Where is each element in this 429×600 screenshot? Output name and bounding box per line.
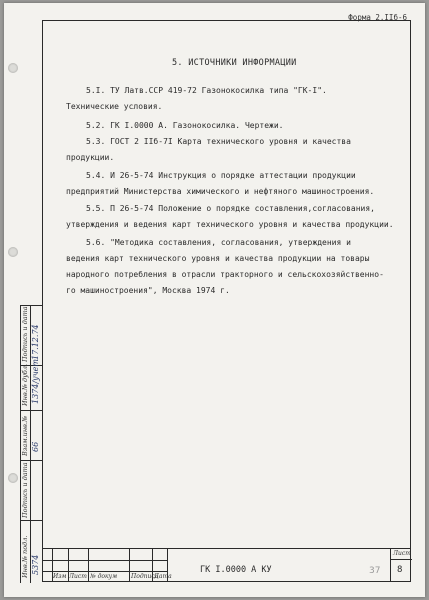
punch-hole [8,473,18,483]
text-line: Технические условия. [66,102,163,111]
title-block-row [42,560,167,561]
stamp-label: Взам.инв.№ [21,415,29,456]
text-line: 5.3. ГОСТ 2 IIб-7I Карта технического уровня и качества [86,137,351,146]
document-code: ГК I.0000 А КУ [200,565,272,575]
text-line: 5.6. "Методика составления, согласования, утверждения и [86,238,351,247]
column-label-date: Дата [154,573,172,580]
section-heading: 5. ИСТОЧНИКИ ИНФОРМАЦИИ [172,58,297,68]
title-block-col [88,549,89,582]
text-line: предприятий Министерства химического и нефтяного машиностроения. [66,187,375,196]
punch-hole [8,247,18,257]
title-block-col [129,549,130,582]
text-line: продукции. [66,153,115,162]
form-label: Форма 2.IIб-6 [348,13,407,22]
handwritten-number: 66 [31,441,40,452]
column-label-doc-number: № докум [90,573,118,580]
text-line: 5.I. ТУ Латв.ССР 419-72 Газонокосилка типа "ГК-I". [86,86,327,95]
stamp-label: Инв.№ подл. [21,535,29,578]
sheet-label: Лист [393,550,411,557]
title-block-row [42,571,167,572]
handwritten-inventory-number: 5374 [31,554,40,575]
text-line: утверждения и ведения карт технического уровня и качества продукции. [66,220,394,229]
handwritten-registration: 1374/учет [31,359,40,404]
sheet-number-box [390,548,411,582]
text-line: народного потребления в отрасли тракторного и сельскохозяйственно- [66,270,384,279]
text-line: 5.5. П 26-5-74 Положение о порядке составления,согласования, [86,204,375,213]
stamp-label: Подпись и дата [21,306,29,362]
text-line: 5.2. ГК I.0000 А. Газонокосилка. Чертежи. [86,121,284,130]
stamp-label: Подпись и дата [21,462,29,518]
column-label-signature: Подпись [131,573,159,580]
pencil-page-mark: 37 [369,566,381,576]
column-label-change: Изм [53,573,67,580]
sheet-number: 8 [397,565,403,575]
text-line: 5.4. И 26-5-74 Инструкция о порядке аттестации продукции [86,171,356,180]
column-label-sheet: Лист [69,573,87,580]
text-line: ведения карт технического уровня и качества продукции на товары [66,254,370,263]
stamp-label: Инв.№ дубл. [21,363,29,406]
handwritten-date: 17.12.74 [31,324,40,360]
text-line: го машиностроения", Москва 1974 г. [66,286,230,295]
punch-hole [8,63,18,73]
